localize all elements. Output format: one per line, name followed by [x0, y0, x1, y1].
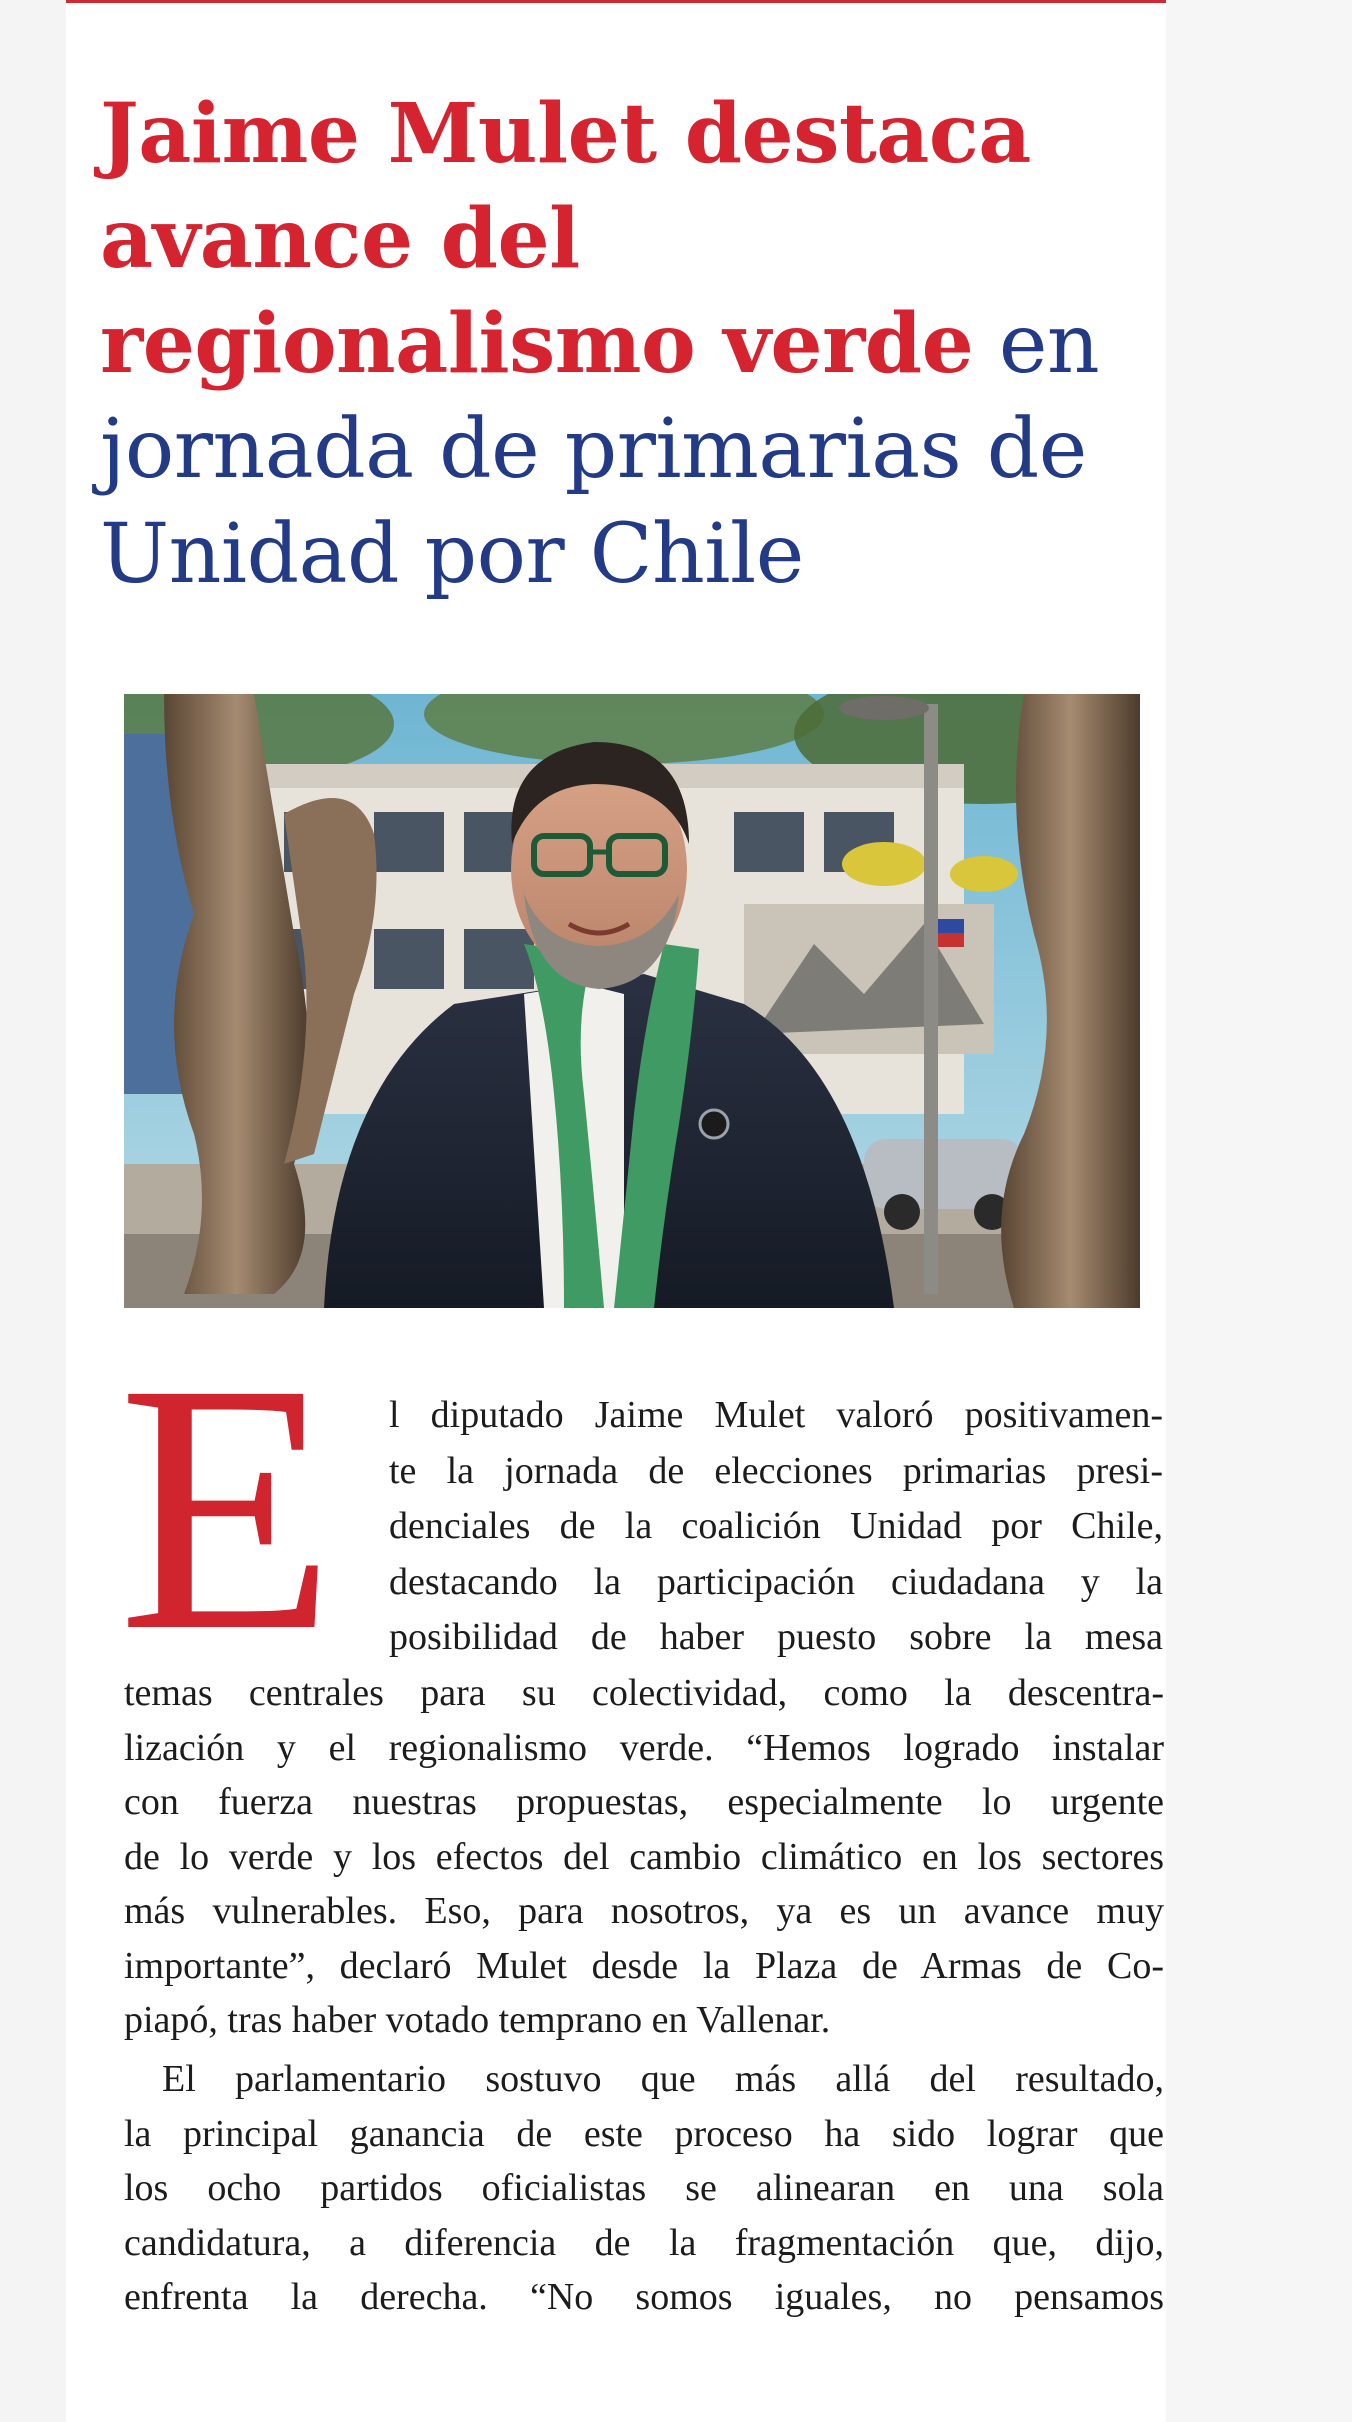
page-left-margin [0, 0, 66, 2422]
drop-cap: E [118, 1311, 336, 1705]
paragraph-2 [124, 2052, 1164, 2325]
paragraph-line: lización y el regionalismo verde. “Hemos logrado instalar [124, 1726, 1164, 1769]
lead-paragraph-lines [389, 1388, 1163, 1666]
paragraph-line: con fuerza nuestras propuestas, especialmente lo urgente [124, 1781, 1164, 1823]
article-headline [100, 82, 1130, 607]
paragraph-line: enfrenta la derecha. “No somos iguales, no pensamos [124, 2276, 1164, 2318]
lead-line: denciales de la coalición Unidad por Chile, [389, 1505, 1163, 1547]
paragraph-line: de lo verde y los efectos del cambio climático en los sectores [124, 1835, 1164, 1878]
lead-line: posibilidad de haber puesto sobre la mesa [389, 1616, 1163, 1658]
top-rule [66, 0, 1166, 3]
paragraph-line: los ocho partidos oficialistas se alinearan en una sola [124, 2167, 1164, 2209]
lead-line: destacando la participación ciudadana y la [389, 1560, 1163, 1603]
paragraph-line: candidatura, a diferencia de la fragmentación que, dijo, [124, 2221, 1164, 2264]
article-photo [124, 694, 1140, 1308]
headline-red-part: Jaime Mulet destaca avance del regionalismo verde [100, 86, 1031, 392]
paragraph-line: temas centrales para su colectividad, como la descentra- [124, 1672, 1164, 1714]
lead-line: l diputado Jaime Mulet valoró positivamen- [389, 1394, 1163, 1436]
paragraph-line: la principal ganancia de este proceso ha sido lograr que [124, 2112, 1164, 2155]
paragraph-1 [124, 1666, 1164, 2048]
paragraph-line: El parlamentario sostuvo que más allá del resultado, [162, 2058, 1164, 2100]
paragraph-line: piapó, tras haber votado temprano en Vallenar. [124, 1999, 831, 2041]
page-right-margin [1166, 0, 1352, 2422]
headline-blue-part: en jornada de primarias de Unidad por Chile [100, 297, 1100, 602]
paragraph-line: más vulnerables. Eso, para nosotros, ya es un avance muy [124, 1890, 1164, 1932]
portrait-photo-icon [124, 694, 1140, 1308]
paragraph-line: importante”, declaró Mulet desde la Plaza de Armas de Co- [124, 1944, 1164, 1987]
lead-line: te la jornada de elecciones primarias presi- [389, 1449, 1163, 1492]
